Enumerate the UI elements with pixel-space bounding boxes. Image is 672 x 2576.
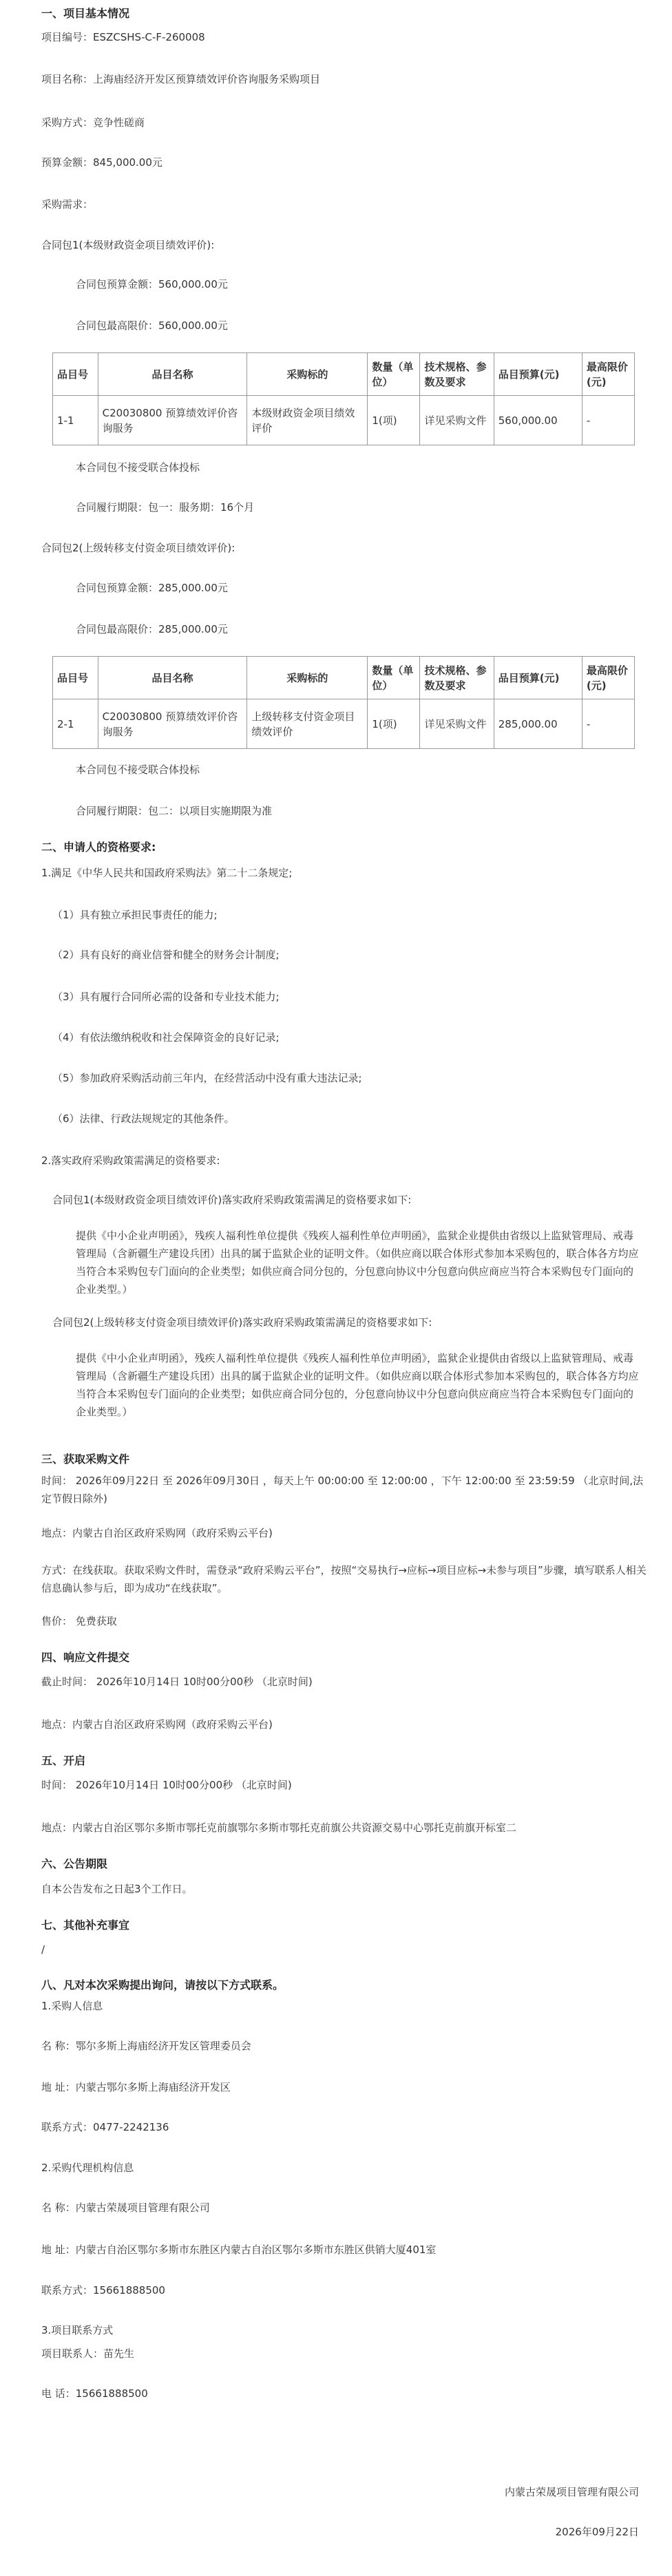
footer-company: 内蒙古荣晟项目管理有限公司 <box>504 2486 639 2498</box>
buyer-phone: 联系方式：0477-2242136 <box>41 2121 169 2133</box>
package-2-budget: 合同包预算金额：285,000.00元 <box>76 582 228 594</box>
project-number: 项目编号：ESZCSHS-C-F-260008 <box>41 31 205 43</box>
submission-deadline: 截止时间： 2026年10月14日 10时00分00秒 （北京时间) <box>41 1676 313 1688</box>
project-name: 项目名称：上海庙经济开发区预算绩效评价咨询服务采购项目 <box>41 73 321 85</box>
table-cell: - <box>582 699 634 749</box>
acquisition-price: 售价： 免费获取 <box>41 1615 117 1627</box>
package-2-table <box>52 656 635 749</box>
table-cell: 上级转移支付资金项目绩效评价 <box>247 699 368 749</box>
qualification-intro: 1.满足《中华人民共和国政府采购法》第二十二条规定; <box>41 867 293 879</box>
package-1-max-price: 合同包最高限价：560,000.00元 <box>76 319 228 332</box>
agent-address: 地 址：内蒙古自治区鄂尔多斯市东胜区内蒙古自治区鄂尔多斯市东胜区供销大厦401室 <box>41 2244 437 2256</box>
package-1-term: 合同履行期限：包一：服务期：16个月 <box>76 501 255 514</box>
table-header-cell: 品目名称 <box>98 657 247 699</box>
qualification-item: （6）法律、行政法规规定的其他条件。 <box>52 1112 235 1125</box>
table-cell: 1(项) <box>368 396 420 445</box>
package-1-consortium-note: 本合同包不接受联合体投标 <box>76 461 200 474</box>
package-1-title: 合同包1(本级财政资金项目绩效评价): <box>41 239 215 251</box>
table-cell: C20030800 预算绩效评价咨询服务 <box>98 396 247 445</box>
package-2-consortium-note: 本合同包不接受联合体投标 <box>76 763 200 776</box>
package-1-policy-text: 提供《中小企业声明函》，残疾人福利性单位提供《残疾人福利性单位声明函》，监狱企业提供由省级以上监狱管理局、戒毒管理局（含新疆生产建设兵团）出具的属于监狱企业的证明文件。（如供应商以联合体形式参加本采购包的，联合体各方均应当符合本采购包专门面向的企业类型；如供应商合同分包的，分包意向协议中分包意向供应商应当符合本采购包专门面向的企业类型。） <box>76 1229 639 1296</box>
table-cell: 1(项) <box>368 699 420 749</box>
section-2-heading: 二、申请人的资格要求: <box>41 841 156 854</box>
section-3-heading: 三、获取采购文件 <box>41 1453 130 1466</box>
table-header-cell: 品目预算(元) <box>494 657 582 699</box>
agent-name: 名 称：内蒙古荣晟项目管理有限公司 <box>41 2202 210 2214</box>
qualification-item: （2）具有良好的商业信誉和健全的财务会计制度; <box>52 949 280 961</box>
table-cell: 详见采购文件 <box>420 396 494 445</box>
buyer-name: 名 称：鄂尔多斯上海庙经济开发区管理委员会 <box>41 2040 251 2052</box>
section-6-heading: 六、公告期限 <box>41 1857 108 1870</box>
package-1-table <box>52 352 635 445</box>
qualification-item: （4）有依法缴纳税收和社会保障资金的良好记录; <box>52 1031 280 1044</box>
other-matters: / <box>41 1943 45 1956</box>
table-header-cell: 技术规格、参数及要求 <box>420 657 494 699</box>
policy-requirements-intro: 2.落实政府采购政策需满足的资格要求: <box>41 1154 220 1167</box>
table-header-cell: 最高限价(元) <box>582 353 634 396</box>
package-2-policy-text: 提供《中小企业声明函》，残疾人福利性单位提供《残疾人福利性单位声明函》，监狱企业提供由省级以上监狱管理局、戒毒管理局（含新疆生产建设兵团）出具的属于监狱企业的证明文件。（如供应商以联合体形式参加本采购包的，联合体各方均应当符合本采购包专门面向的企业类型；如供应商合同分包的，分包意向协议中分包意向供应商应当符合本采购包专门面向的企业类型。） <box>76 1352 639 1418</box>
agent-info-title: 2.采购代理机构信息 <box>41 2162 134 2174</box>
table-cell: C20030800 预算绩效评价咨询服务 <box>98 699 247 749</box>
package-2-title: 合同包2(上级转移支付资金项目绩效评价): <box>41 542 235 554</box>
table-header-cell: 品目名称 <box>98 353 247 396</box>
buyer-info-title: 1.采购人信息 <box>41 2000 103 2012</box>
table-header-row <box>53 657 635 699</box>
qualification-item: （5）参加政府采购活动前三年内，在经营活动中没有重大违法记录; <box>52 1072 362 1084</box>
table-header-cell: 数量（单位） <box>368 657 420 699</box>
footer-date: 2026年09月22日 <box>555 2526 639 2538</box>
table-cell: - <box>582 396 634 445</box>
table-header-cell: 品目预算(元) <box>494 353 582 396</box>
table-cell: 本级财政资金项目绩效评价 <box>247 396 368 445</box>
opening-time: 时间： 2026年10月14日 10时00分00秒 （北京时间) <box>41 1779 292 1791</box>
qualification-item: （1）具有独立承担民事责任的能力; <box>52 909 218 921</box>
section-7-heading: 七、其他补充事宜 <box>41 1919 130 1932</box>
table-cell: 560,000.00 <box>494 396 582 445</box>
table-header-cell: 采购标的 <box>247 657 368 699</box>
acquisition-time: 时间： 2026年09月22日 至 2026年09月30日 ，每天上午 00:00:00 至 12:00:00 ，下午 12:00:00 至 23:59:59 （北京时间,法定节假日除外) <box>41 1475 644 1505</box>
procurement-method: 采购方式：竞争性磋商 <box>41 116 145 129</box>
table-row <box>53 699 635 749</box>
table-header-cell: 采购标的 <box>247 353 368 396</box>
table-cell: 285,000.00 <box>494 699 582 749</box>
table-cell: 2-1 <box>53 699 98 749</box>
opening-place: 地点：内蒙古自治区鄂尔多斯市鄂托克前旗鄂尔多斯市鄂托克前旗公共资源交易中心鄂托克前旗开标室二 <box>41 1822 517 1834</box>
package-1-budget: 合同包预算金额：560,000.00元 <box>76 278 228 291</box>
package-1-policy-title: 合同包1(本级财政资金项目绩效评价)落实政府采购政策需满足的资格要求如下: <box>52 1194 412 1206</box>
section-4-heading: 四、响应文件提交 <box>41 1651 130 1664</box>
table-cell: 1-1 <box>53 396 98 445</box>
buyer-address: 地 址：内蒙古鄂尔多斯上海庙经济开发区 <box>41 2081 231 2093</box>
table-header-row <box>53 353 635 396</box>
table-row <box>53 396 635 445</box>
section-5-heading: 五、开启 <box>41 1754 86 1767</box>
package-2-max-price: 合同包最高限价：285,000.00元 <box>76 623 228 635</box>
qualification-item: （3）具有履行合同所必需的设备和专业技术能力; <box>52 991 280 1003</box>
contact-phone: 电 话：15661888500 <box>41 2387 148 2400</box>
package-2-policy-title: 合同包2(上级转移支付资金项目绩效评价)落实政府采购政策需满足的资格要求如下: <box>52 1316 432 1329</box>
section-1-heading: 一、项目基本情况 <box>41 7 130 20</box>
table-header-cell: 最高限价(元) <box>582 657 634 699</box>
package-2-term: 合同履行期限：包二：以项目实施期限为准 <box>76 805 273 817</box>
procurement-demand-label: 采购需求： <box>41 198 94 211</box>
contact-person: 项目联系人：苗先生 <box>41 2347 135 2360</box>
table-header-cell: 品目号 <box>53 353 98 396</box>
section-8-heading: 八、凡对本次采购提出询问，请按以下方式联系。 <box>41 1978 284 1992</box>
acquisition-method: 方式：在线获取。获取采购文件时，需登录“政府采购云平台”，按照“交易执行→应标→项目应标→未参与项目”步骤，填写联系人相关信息确认参与后，即为成功“在线获取”。 <box>41 1564 647 1594</box>
table-header-cell: 数量（单位） <box>368 353 420 396</box>
submission-place: 地点：内蒙古自治区政府采购网（政府采购云平台) <box>41 1718 273 1731</box>
agent-phone: 联系方式：15661888500 <box>41 2284 165 2297</box>
budget-amount: 预算金额：845,000.00元 <box>41 156 162 169</box>
notice-period: 自本公告发布之日起3个工作日。 <box>41 1883 193 1895</box>
table-cell: 详见采购文件 <box>420 699 494 749</box>
table-header-cell: 品目号 <box>53 657 98 699</box>
contact-info-title: 3.项目联系方式 <box>41 2324 114 2336</box>
acquisition-place: 地点：内蒙古自治区政府采购网（政府采购云平台) <box>41 1527 273 1539</box>
table-header-cell: 技术规格、参数及要求 <box>420 353 494 396</box>
